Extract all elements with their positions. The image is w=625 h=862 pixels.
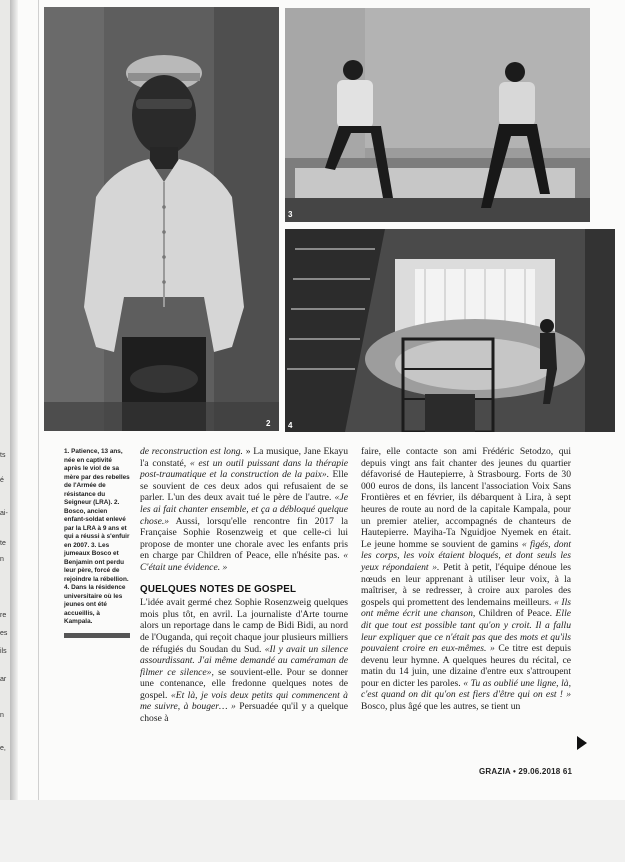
quote: «Il y avait un silence assourdissant. J'ai même demandé au caméraman de filmer ce silence»,: [140, 643, 348, 678]
previous-page-fragment: ai-: [0, 510, 8, 517]
previous-page-fragment: n: [0, 556, 4, 563]
quote: « est un outil puissant dans la thérapie post-traumatique et la construction de la paix».: [140, 457, 348, 481]
text: » La musique, Jane Ekayu l'a constaté,: [140, 446, 349, 469]
previous-page-fragment: n: [0, 712, 4, 719]
page-folio: GRAZIA • 29.06.2018 61: [479, 767, 573, 776]
caption-rule: [64, 633, 130, 638]
quote: de reconstruction est long.: [140, 446, 243, 457]
photo-portrait: [44, 7, 279, 431]
quote: « C'était une évidence. »: [140, 550, 348, 573]
text: L'idée avait germé chez Sophie Rosenzweig quelques mois plus tôt, en avril. La journaliste d'Arte tourne alors un reportage dans le camp de Bidi Bidi, au nord de l'Ouganda, qui reçoit chaque jour plusieurs milliers de réfugiés du Soudan du Sud.: [140, 597, 348, 655]
section-subheading: QUELQUES NOTES DE GOSPEL: [140, 583, 297, 595]
continue-arrow-icon: [577, 736, 587, 750]
previous-page-fragment: e,: [0, 745, 6, 752]
caption-text: 1. Patience, 13 ans, née en captivité après le viol de sa mère par des rebelles de l'Armée de résistance du Seigneur (LRA). 2. Bosco, ancien enfant-soldat enlevé par la LRA à 9 ans et qui a réussi à s'enfuir en 2007. 3. Les jumeaux Bosco et Benjamin ont perdu leur père, forcé de rejoindre la rébellion. 4. Dans la résidence universitaire où les jeunes ont été accueillis, à Kampala.: [64, 448, 130, 625]
photo-stairwell: [285, 229, 615, 432]
quote: « figés, dont les corps, les voix étaient bloqués, et dont seuls les yeux répondaient ».: [361, 538, 572, 573]
page-fold-shadow: [10, 0, 18, 800]
previous-page-fragment: ils: [0, 648, 7, 655]
text: Petit à petit, l'équipe dénoue les nœuds en leur apprenant à utiliser leur voix, à la maîtriser, à se redresser, à croire aux paroles des gospels qui promettent des lendemains meilleurs.: [361, 561, 571, 608]
quote: Elle dit que tout est possible tant qu'on y croit. Il a fallu leur expliquer que ce n'était pas que des mots et qu'ils pouvaient croire en eux-mêmes. »: [361, 608, 571, 655]
text: Elle se souvient de ces deux ados qui refusaient de se parler. L'un des deux avait tué le père de l'autre.: [140, 469, 348, 504]
photo-caption: [64, 448, 130, 638]
previous-page-fragment: ts: [0, 452, 6, 459]
article-column-2: [361, 446, 571, 713]
photo-number-4: 4: [288, 421, 293, 430]
text: Children of Peace.: [475, 608, 556, 620]
quote: « Ils ont même écrit une chanson,: [361, 596, 571, 620]
text: Aussi, lorsqu'elle rencontre fin 2017 la Française Sophie Rosenzweig et que celle-ci lui propose de monter une chorale avec les enfants pris en charge par Children of Peace, elle n'hésite pas.: [140, 515, 348, 562]
text: faire, elle contacte son ami Frédéric Setodzo, qui depuis vingt ans fait chanter des jeunes du quartier défavorisé de Hautepierre, à Strasbourg. Forts de 30 000 euros de dons, ils lancent l'association Voix Sans Frontières et en février, ils débarquent à Lira, à sept heures de route au nord de la capitale Kampala, pour un premier atelier, accompagnés de chanteurs de Hautepierre. Mayiha-Ta Nguidjoe Nyemek en était. Le jeune homme se souvient de gamins: [361, 446, 571, 550]
quote: « Tu as oublié une ligne, là, c'est quand on dit qu'on est fiers d'être qui on est ! »: [361, 677, 571, 701]
paragraph: [140, 446, 348, 574]
text: Ce titre est depuis devenu leur hymne. A quelques heures du récital, ce matin du 14 juin, une dizaine d'entre eux s'attroupent pour en dicter les paroles.: [361, 643, 571, 689]
paragraph: [140, 597, 348, 725]
photo-number-2: 2: [266, 419, 271, 428]
photo-number-3: 3: [288, 210, 293, 219]
article-column-1: [140, 446, 348, 725]
gutter-line: [38, 0, 39, 800]
previous-page-fragment: re: [0, 612, 7, 619]
text: Bosco, plus âgé que les autres, se tient un: [361, 701, 521, 713]
previous-page-fragment: te: [0, 540, 6, 547]
text: Persuadée qu'il y a quelque chose à: [140, 701, 348, 725]
previous-page-fragment: ar: [0, 676, 7, 683]
scan-bottom-margin: [0, 800, 625, 862]
photo-two-boys: [285, 8, 590, 222]
text: se souvient-elle. Pour se donner une contenance, elle fredonne quelques notes de gospel.: [140, 666, 348, 701]
previous-page-fragment: é: [0, 477, 4, 484]
quote: «Je les ai fait chanter ensemble, et ça a débloqué quelque chose.»: [140, 492, 348, 527]
quote: «Et là, je vois deux petits qui commencent à me suivre, à bouger… »: [140, 689, 348, 713]
previous-page-fragment: es: [0, 630, 8, 637]
paragraph: [361, 446, 571, 713]
